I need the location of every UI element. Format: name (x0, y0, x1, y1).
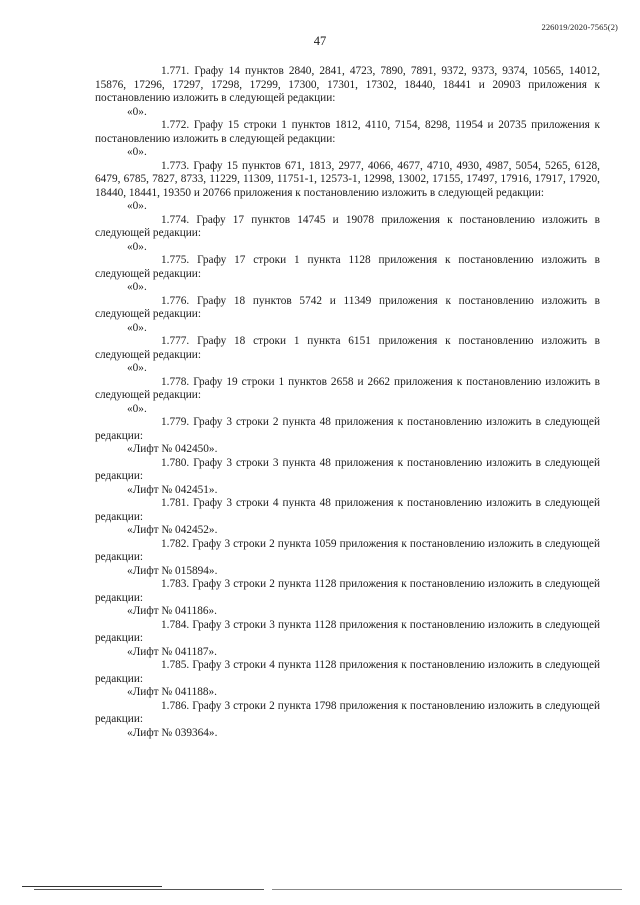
item-paragraph (95, 538, 600, 565)
item-number: 1.781. (161, 497, 190, 509)
footer-rule-line (272, 889, 622, 890)
item-paragraph (95, 160, 600, 201)
item-number: 1.778. (161, 375, 190, 388)
item-number: 1.774. (161, 213, 190, 226)
item-number: 1.779. (161, 416, 190, 428)
item-text: Графу 19 строки 1 пунктов 2658 и 2662 приложения к постановлению изложить в следующей редакции: (95, 375, 601, 401)
item-paragraph (95, 619, 600, 646)
item-value: «Лифт № 041188». (127, 686, 217, 698)
item-value: «Лифт № 042451». (127, 483, 218, 496)
item-text: Графу 18 пунктов 5742 и 11349 приложения к постановлению изложить в следующей редакции: (95, 294, 600, 320)
item-value: «0». (127, 146, 147, 158)
footer-rule (22, 886, 622, 892)
item-number: 1.786. (161, 699, 190, 712)
item-paragraph (95, 659, 600, 686)
item-paragraph (95, 700, 600, 727)
item-value: «Лифт № 041187». (127, 645, 217, 658)
item-value: «0». (127, 321, 147, 334)
document-body (95, 65, 600, 740)
item-text: Графу 3 строки 2 пункта 1128 приложения к постановлению изложить в следующей редакции: (95, 578, 600, 604)
item-paragraph (95, 335, 600, 362)
item-number: 1.780. (161, 456, 190, 469)
item-value: «Лифт № 041186». (127, 605, 217, 617)
item-value: «Лифт № 039364». (127, 726, 218, 739)
item-number: 1.776. (161, 294, 190, 307)
item-value: «0». (127, 105, 147, 118)
item-text: Графу 17 пунктов 14745 и 19078 приложения к постановлению изложить в следующей редакции: (95, 213, 600, 239)
item-paragraph (95, 214, 600, 241)
item-text: Графу 18 строки 1 пункта 6151 приложения к постановлению изложить в следующей редакции: (95, 335, 601, 361)
item-paragraph (95, 457, 600, 484)
item-value: «0». (127, 281, 147, 293)
item-value: «0». (127, 240, 147, 253)
item-number: 1.785. (161, 659, 190, 671)
item-number: 1.777. (161, 335, 190, 347)
item-text: Графу 15 строки 1 пунктов 1812, 4110, 7154, 8298, 11954 и 20735 приложения к постановлению изложить в следующей редакции: (95, 119, 600, 145)
document-id: 226019/2020-7565(2) (541, 22, 618, 32)
item-text: Графу 17 строки 1 пункта 1128 приложения к постановлению изложить в следующей редакции: (95, 254, 600, 280)
item-value: «0». (127, 362, 147, 374)
item-number: 1.784. (161, 618, 190, 631)
item-number: 1.772. (161, 119, 190, 131)
item-number: 1.775. (161, 254, 190, 266)
item-text: Графу 3 строки 2 пункта 48 приложения к постановлению изложить в следующей редакции: (95, 416, 600, 442)
item-text: Графу 15 пунктов 671, 1813, 2977, 4066, 4677, 4710, 4930, 4987, 5054, 5265, 6128, 6479, 6785, 7827, 8733, 11229, 11309, 11751-1, 12573-1, 12998, 13002, 17155, 17497, 17916, 17917, 17920, 18440, 18441, 19350 и 20766 приложения к постановлению изложить в следующей редакции: (95, 159, 600, 199)
item-text: Графу 3 строки 4 пункта 48 приложения к постановлению изложить в следующей редакции: (95, 497, 600, 523)
item-value: «Лифт № 042450». (127, 443, 218, 455)
item-value: «Лифт № 015894». (127, 564, 218, 577)
item-text: Графу 14 пунктов 2840, 2841, 4723, 7890, 7891, 9372, 9373, 9374, 10565, 14012, 15876, 17296, 17297, 17298, 17299, 17300, 17301, 17302, 18440, 18441 и 20903 приложения к постановлению изложить в следующей редакции: (95, 65, 600, 104)
footer-rule-line (22, 886, 162, 887)
item-text: Графу 3 строки 4 пункта 1128 приложения к постановлению изложить в следующей редакции: (95, 659, 600, 685)
item-paragraph (95, 65, 600, 106)
item-paragraph (95, 254, 600, 281)
item-number: 1.771. (161, 65, 190, 77)
item-value: «0». (127, 402, 147, 415)
item-paragraph (95, 119, 600, 146)
item-text: Графу 3 строки 3 пункта 1128 приложения к постановлению изложить в следующей редакции: (95, 618, 600, 644)
item-paragraph (95, 376, 600, 403)
item-number: 1.782. (161, 537, 190, 550)
page-number: 47 (313, 34, 327, 48)
footer-rule-line (34, 889, 264, 890)
item-paragraph (95, 295, 600, 322)
item-number: 1.783. (161, 578, 190, 590)
item-paragraph (95, 416, 600, 443)
item-paragraph (95, 497, 600, 524)
item-value: «0». (127, 200, 147, 212)
item-text: Графу 3 строки 3 пункта 48 приложения к постановлению изложить в следующей редакции: (95, 456, 600, 482)
item-paragraph (95, 578, 600, 605)
item-text: Графу 3 строки 2 пункта 1798 приложения к постановлению изложить в следующей редакции: (95, 699, 600, 725)
item-number: 1.773. (161, 159, 190, 172)
item-text: Графу 3 строки 2 пункта 1059 приложения к постановлению изложить в следующей редакции: (95, 537, 600, 563)
item-value: «Лифт № 042452». (127, 524, 218, 536)
